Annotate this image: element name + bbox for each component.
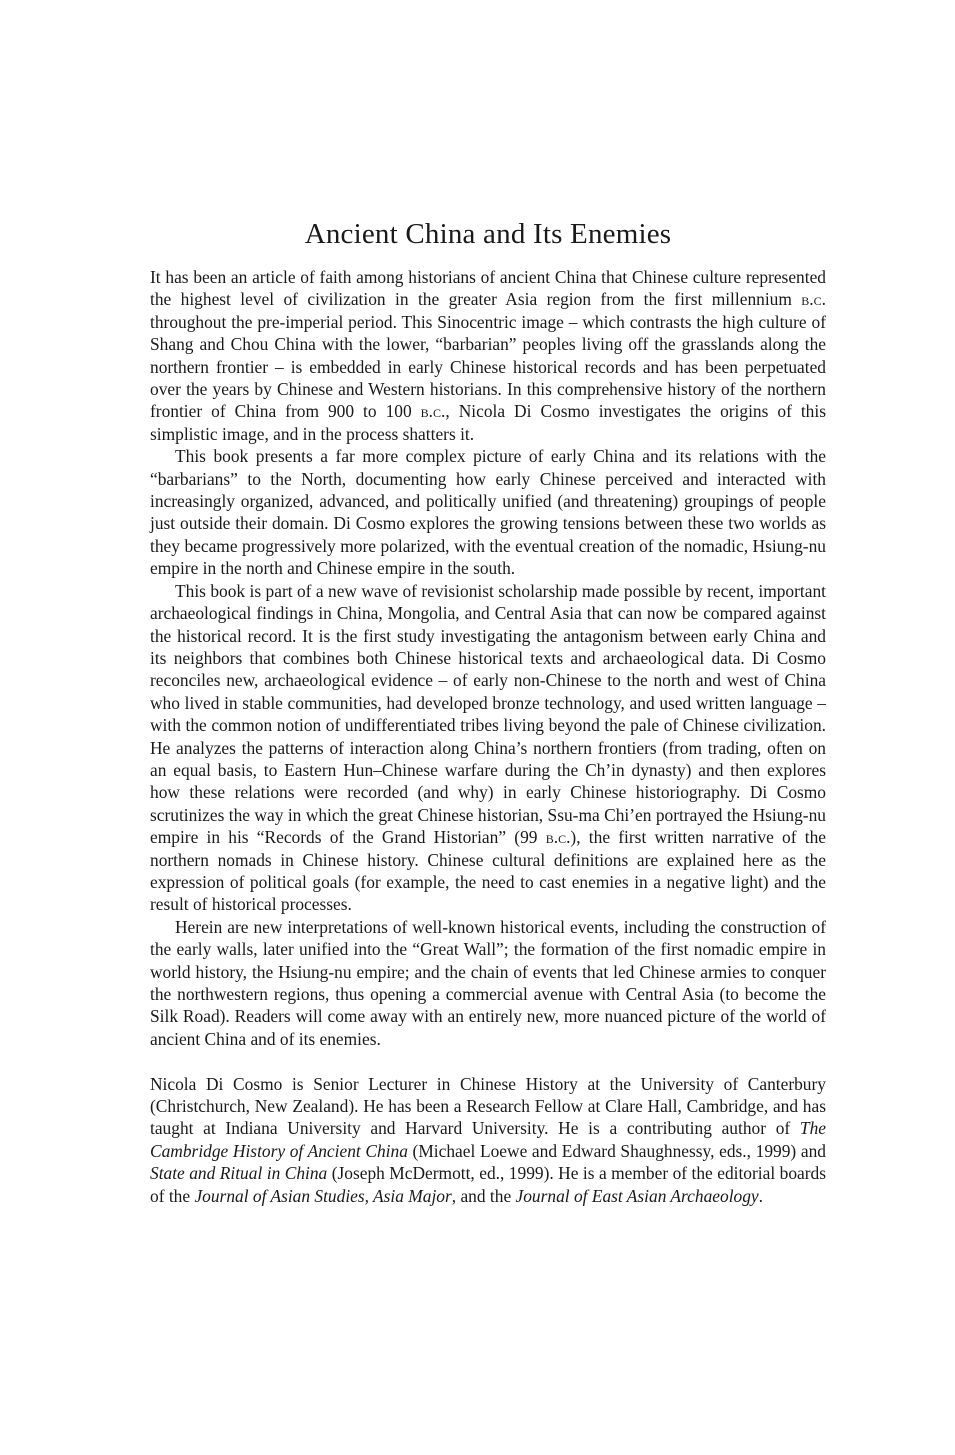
text-run: This book presents a far more complex picture of early China and its relations with the “barbarians” to the North, documenting how early Chinese perceived and interacted with increasingly organized, advanced, and politically unified (and threatening) groupings of people just outside their domain. Di Cosmo explores the growing tensions between these two worlds as they became progressively more polarized, with the eventual creation of the nomadic, Hsiung-nu empire in the north and Chinese empire in the south. (150, 446, 826, 579)
text-run: throughout the pre-imperial period. This Sinocentric image – which contrasts the high culture of Shang and Chou China with the lower, “barbarian” peoples living off the grasslands along the northern frontier – is embedded in early Chinese historical records and has been perpetuated over the years by Chinese and Western historians. In this comprehensive history of the northern frontier of China from 900 to 100 (150, 311, 826, 422)
text-run: , Nicola Di Cosmo investigates the origins of this simplistic image, and in the process shatters it. (150, 401, 826, 444)
text-run: (Joseph McDermott, ed., 1999). He is a member of the editorial boards of the (150, 1163, 826, 1206)
text-run: , and the (451, 1185, 516, 1206)
text-run: Herein are new interpretations of well-known historical events, including the construction of the early walls, later unified into the “Great Wall”; the formation of the first nomadic empire in world history, the Hsiung-nu empire; and the chain of events that led Chinese armies to conquer the northwestern regions, thus opening a commercial avenue with Central Asia (to become the Silk Road). Readers will come away with an entirely new, more nuanced picture of the world of ancient China and of its enemies. (150, 916, 826, 1049)
book-title: Ancient China and Its Enemies (304, 218, 672, 250)
description-paragraph-4 (150, 916, 826, 1050)
author-bio (150, 1073, 826, 1207)
era-abbreviation: b.c. (545, 827, 571, 848)
description-paragraph-3 (150, 580, 826, 916)
text-run: It has been an article of faith among historians of ancient China that Chinese culture represented the highest level of civilization in the greater Asia region from the first millennium (150, 267, 826, 310)
text-run: . (758, 1185, 764, 1206)
text-run: ), the first written narrative of the northern nomads in Chinese history. Chinese cultural definitions are explained here as the expression of political goals (for example, the need to cast enemies in a negative light) and the result of historical processes. (150, 827, 826, 915)
page-content (150, 214, 826, 1207)
description-paragraph-2 (150, 445, 826, 579)
text-run: This book is part of a new wave of revisionist scholarship made possible by recent, important archaeological findings in China, Mongolia, and Central Asia that can now be compared against the historical record. It is the first study investigating the antagonism between early China and its neighbors that combines both Chinese historical texts and archaeological data. Di Cosmo reconciles new, archaeological evidence – of early non-Chinese to the north and west of China who lived in stable communities, had developed bronze technology, and used written language – with the common notion of undifferentiated tribes living beyond the pale of Chinese civilization. He analyzes the patterns of interaction along China’s northern frontiers (from trading, often on an equal basis, to Eastern Hun–Chinese warfare during the Ch’in dynasty) and then explores how these relations were recorded (and why) in early Chinese historiography. Di Cosmo scrutinizes the way in which the great Chinese historian, Ssu-ma Chi’en portrayed the Hsiung-nu empire in his “Records of the Grand Historian” (99 (150, 580, 826, 848)
text-run: Nicola Di Cosmo is Senior Lecturer in Chinese History at the University of Canterbury (Christchurch, New Zealand). He has been a Research Fellow at Clare Hall, Cambridge, and has taught at Indiana University and Harvard University. He is a contributing author of (150, 1073, 826, 1139)
italic-title: The Cambridge History of Ancient China (150, 1118, 826, 1161)
italic-title: Journal of Asian Studies, Asia Major (194, 1185, 452, 1206)
italic-title: State and Ritual in China (150, 1163, 328, 1184)
italic-title: Journal of East Asian Archaeology (515, 1185, 759, 1206)
description-paragraph-1 (150, 266, 826, 445)
era-abbreviation: b.c. (801, 289, 826, 310)
text-run: (Michael Loewe and Edward Shaughnessy, eds., 1999) and (407, 1140, 826, 1161)
era-abbreviation: b.c. (420, 401, 446, 422)
